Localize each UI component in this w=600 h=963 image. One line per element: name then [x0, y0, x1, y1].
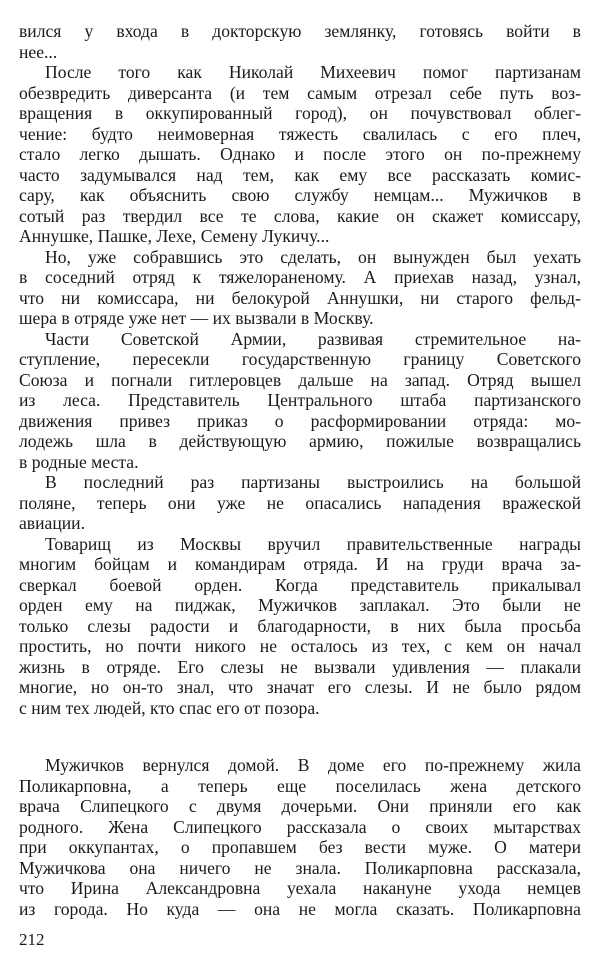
text-line: часто задумывался над тем, как ему все рассказать комис- [19, 164, 581, 185]
text-line: орден ему на пиджак, Мужичков заплакал. Это были не [19, 595, 581, 615]
text-line: сверкал боевой орден. Когда представитель прикалывал [19, 574, 581, 595]
paragraph [19, 472, 581, 534]
text-line: врача Слипецкого с двумя дочерьми. Они приняли его как [19, 796, 581, 816]
text-line: обезвредить диверсанта (и тем самым отрезал себе путь воз- [19, 82, 581, 103]
text-line: стало легко дышать. Однако и после этого он по-прежнему [19, 144, 581, 164]
text-line: поляне, теперь они уже не опасались нападения вражеской [19, 492, 581, 513]
text-line: движения привез приказ о расформировании отряда: мо- [19, 410, 581, 431]
paragraph [19, 21, 581, 62]
text-line: в родные места. [19, 451, 139, 472]
text-line: ступление, пересекли государственную границу Советского [19, 349, 581, 369]
text-line: Товарищ из Москвы вручил правительственные награды [45, 533, 581, 554]
text-line: Мужичков вернулся домой. В доме его по-прежнему жила [45, 755, 581, 775]
text-line: сару, как объяснить свою службу немцам... Мужичков в [19, 185, 581, 205]
text-line: вился у входа в докторскую землянку, готовясь войти в [19, 21, 581, 41]
text-line: многим бойцам и командирам отряда. И на груди врача за- [19, 554, 581, 574]
text-line: чение: будто неимоверная тяжесть свалилась с его плеч, [19, 123, 581, 144]
text-line: родного. Жена Слипецкого рассказала о своих мытарствах [19, 816, 581, 837]
text-line: шера в отряде уже нет — их вызвали в Москву. [19, 308, 374, 328]
text-line: авиации. [19, 513, 85, 533]
paragraph [19, 247, 581, 329]
text-line: при оккупантах, о пропавшем без вести муже. О матери [19, 837, 581, 857]
page-number: 212 [19, 930, 45, 949]
text-line: Союза и погнали гитлеровцев дальше на запад. Отряд вышел [19, 369, 581, 390]
text-line: Аннушке, Пашке, Лехе, Семену Лукичу... [19, 226, 330, 246]
text-line: Но, уже собравшись это сделать, он вынужден был уехать [45, 246, 581, 267]
text-line: сотый раз твердил все те слова, какие он скажет комиссару, [19, 205, 581, 226]
text-line: нее... [19, 41, 58, 62]
paragraph [19, 329, 581, 473]
text-line: с ним тех людей, кто спас его от позора. [19, 697, 320, 718]
text-line: из города. Но куда — она не могла сказать. Поликарповна [19, 898, 581, 919]
paragraph [19, 62, 581, 247]
text-line: Мужичкова она ничего не знала. Поликарповна рассказала, [19, 857, 581, 878]
paragraph [19, 534, 581, 719]
text-block-section-two [19, 755, 581, 919]
text-line: В последний раз партизаны выстроились на большой [45, 472, 581, 492]
text-line: только слезы радости и благодарности, в них была просьба [19, 615, 581, 636]
text-line: что ни комиссара, ни белокурой Аннушки, ни старого фельд- [19, 287, 581, 308]
text-line: многие, но он-то знал, что значат его слезы. И не было рядом [19, 677, 581, 697]
text-line: Поликарповна, а теперь еще поселилась жена детского [19, 775, 581, 796]
text-block-main [19, 21, 581, 718]
text-line: из леса. Представитель Центрального штаба партизанского [19, 390, 581, 410]
text-line: Части Советской Армии, развивая стремительное на- [45, 328, 581, 349]
text-line: вращения в оккупированный город), он почувствовал облег- [19, 103, 581, 123]
text-line: простить, но почти никого не осталось из тех, с кем он начал [19, 636, 581, 656]
text-line: в соседний отряд к тяжелораненому. А приехав назад, узнал, [19, 267, 581, 287]
paragraph [19, 755, 581, 919]
text-line: жизнь в отряде. Его слезы не вызвали удивления — плакали [19, 656, 581, 677]
text-line: что Ирина Александровна уехала накануне ухода немцев [19, 878, 581, 898]
text-line: После того как Николай Михеевич помог партизанам [45, 62, 581, 82]
text-line: лодежь шла в действующую армию, пожилые возвращались [19, 431, 581, 451]
